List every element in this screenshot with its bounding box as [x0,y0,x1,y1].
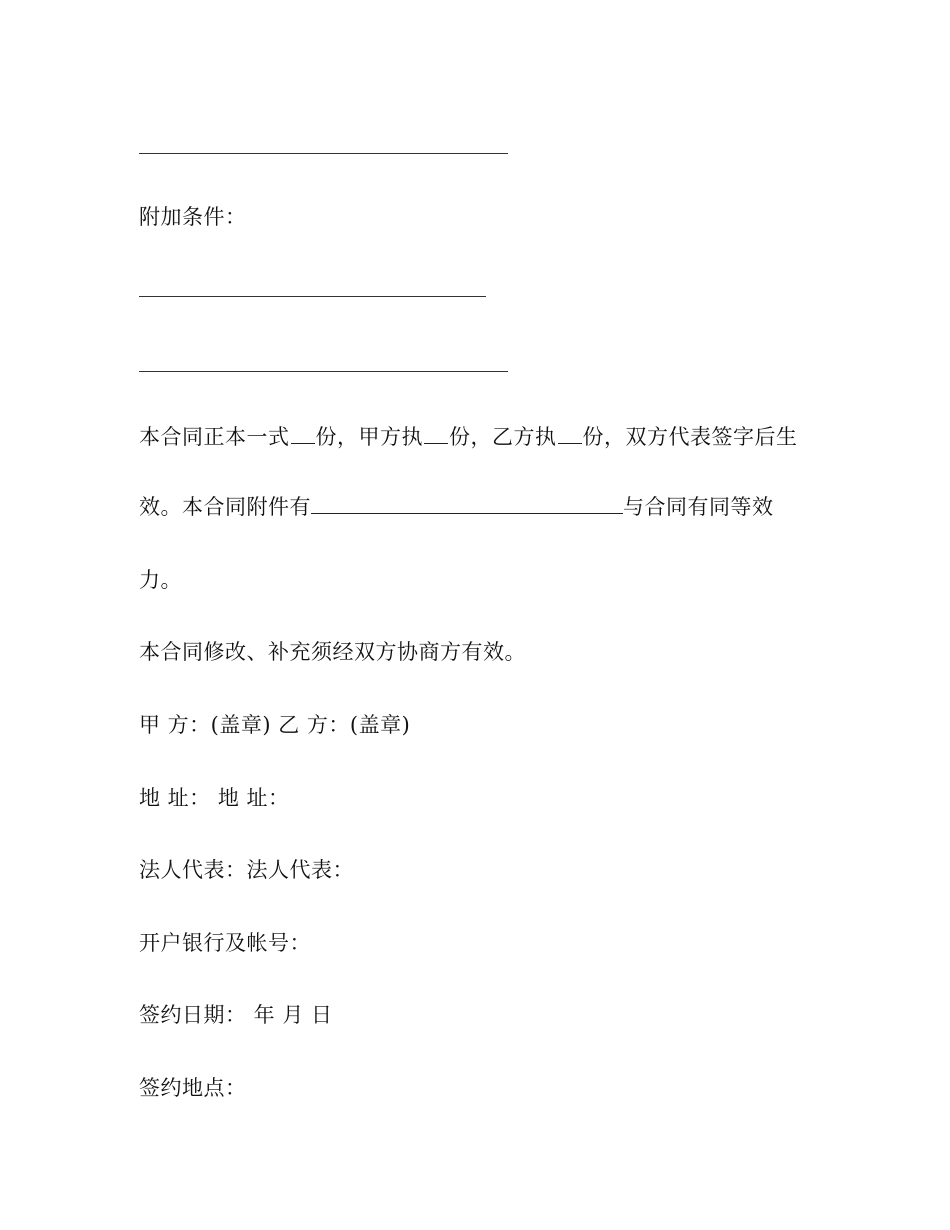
attachment-clause-part2: 与合同有同等效 [623,495,774,519]
signing-place-line: 签约地点： [139,1076,247,1100]
attachment-clause-part1: 效。本合同附件有 [139,495,311,519]
copies-clause-part4: 份，双方代表签字后生 [582,425,798,449]
blank-rule-3 [139,371,508,372]
address-line: 地 址： 地 址： [139,786,290,810]
additional-conditions-label: 附加条件： [139,205,247,229]
copies-clause [139,422,798,452]
parties-line: 甲 方：(盖章) 乙 方：(盖章) [139,713,411,737]
party-b-copies-blank [558,423,582,444]
attachment-blank [311,493,623,514]
copies-clause-part3: 份，乙方执 [449,425,557,449]
legal-rep-line: 法人代表：法人代表： [139,858,354,882]
amendment-clause: 本合同修改、补充须经双方协商方有效。 [139,640,526,664]
blank-rule-1 [139,153,508,154]
attachment-clause-end: 力。 [139,568,182,592]
blank-rule-2 [139,296,486,297]
copies-clause-part1: 本合同正本一式 [139,425,290,449]
party-a-copies-blank [424,423,448,444]
attachment-clause [139,492,774,522]
signing-date-line: 签约日期： 年 月 日 [139,1003,333,1027]
copies-total-blank [291,423,315,444]
copies-clause-part2: 份，甲方执 [315,425,423,449]
bank-account-line: 开户银行及帐号： [139,931,311,955]
